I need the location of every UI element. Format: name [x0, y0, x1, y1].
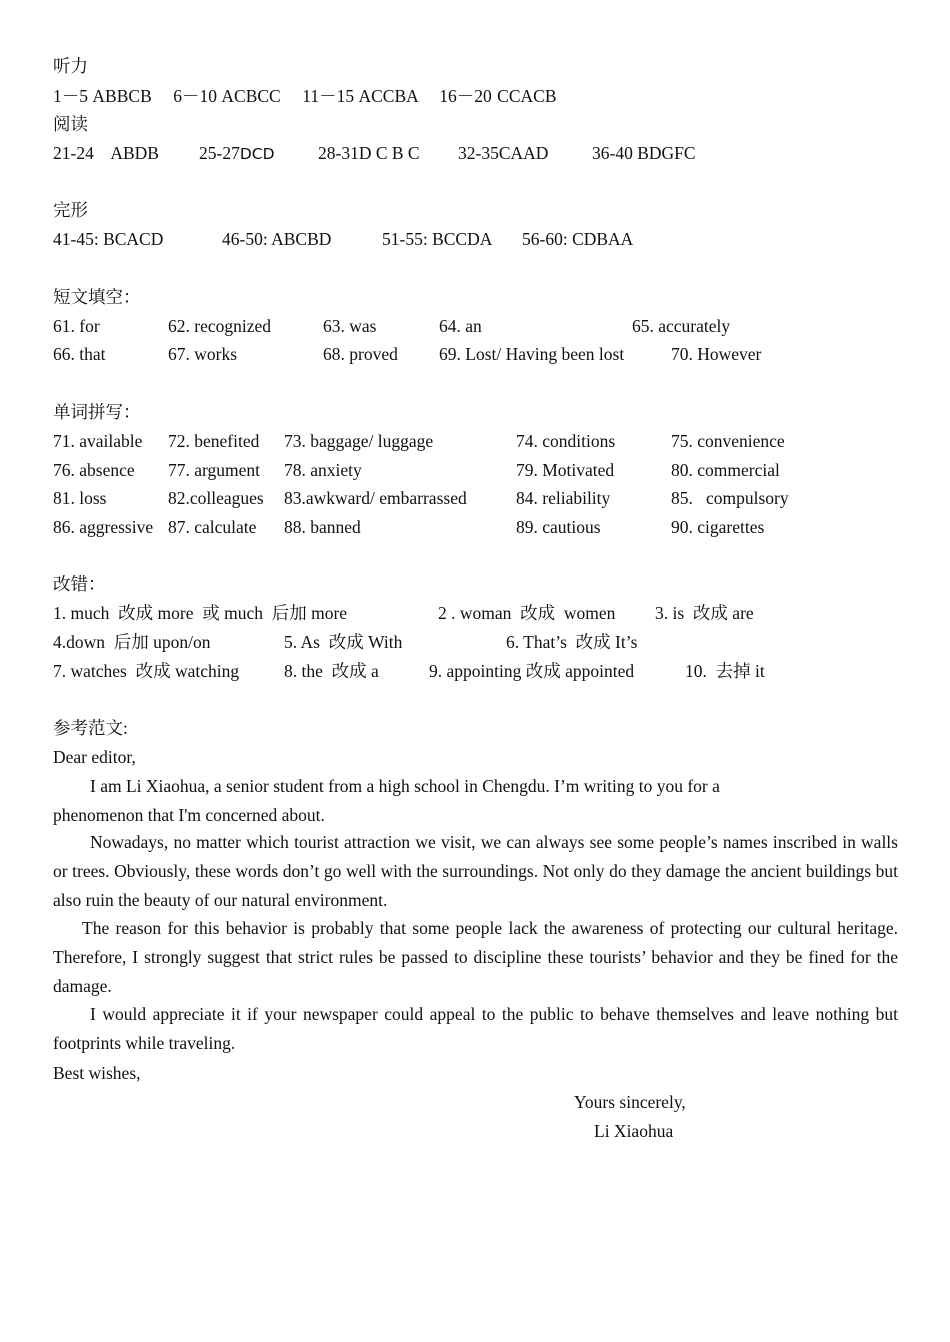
essay-paragraph-2: Nowadays, no matter which tourist attraction we visit, we can always see some people’s names inscribed in walls or trees. Obviously, these words don’t go well with the surroundings. Not only do they damage the ancient buildings but also ruin the beauty of our natural environment. — [53, 832, 898, 910]
gap-fill-answer: 62. recognized — [168, 316, 272, 336]
correction-item: 2 . woman 改成 women — [438, 603, 616, 623]
gap-fill-answer: 63. was — [323, 316, 377, 336]
spelling-answer: 73. baggage/ luggage — [284, 431, 434, 451]
gap-fill-answer: 69. Lost/ Having been lost — [439, 344, 625, 364]
spelling-answer: 79. Motivated — [516, 460, 615, 480]
correction-item: 5. As 改成 With — [284, 632, 403, 652]
correction-item: 6. That’s 改成 It’s — [506, 632, 638, 652]
spelling-answer: 72. benefited — [168, 431, 260, 451]
spelling-answer: 75. convenience — [671, 431, 785, 451]
essay-paragraph-3: The reason for this behavior is probably that some people lack the awareness of protecting our cultural heritage. Therefore, I strongly suggest that strict rules be passed to discipline these tourists’ behavior and they be fined for the damage. — [53, 918, 898, 996]
spelling-answer: 82.colleagues — [168, 488, 264, 508]
gap-fill-answer: 70. However — [671, 344, 762, 364]
spelling-answer: 77. argument — [168, 460, 261, 480]
spelling-answer: 81. loss — [53, 488, 107, 508]
essay-heading: 参考范文: — [53, 718, 128, 738]
reading-answers-21-24: 21-24 ABDB — [53, 143, 159, 163]
spelling-answer: 88. banned — [284, 517, 361, 537]
essay-closing: Best wishes, — [53, 1063, 141, 1083]
correction-item: 10. 去掉 it — [685, 661, 765, 681]
spelling-answer: 74. conditions — [516, 431, 616, 451]
cloze-answers-56-60: 56-60: CDBAA — [522, 229, 634, 249]
spelling-answer: 83.awkward/ embarrassed — [284, 488, 467, 508]
gap-fill-answer: 68. proved — [323, 344, 398, 364]
gap-fill-heading: 短文填空： — [53, 287, 141, 307]
spelling-answer: 90. cigarettes — [671, 517, 765, 537]
gap-fill-answer: 67. works — [168, 344, 238, 364]
essay-sign-off: Yours sincerely, — [574, 1092, 686, 1112]
cloze-heading: 完形 — [53, 200, 88, 220]
spelling-answer: 85. compulsory — [671, 488, 789, 508]
reading-answers-32-35: 32-35CAAD — [458, 143, 549, 163]
spelling-answer: 89. cautious — [516, 517, 601, 537]
reading-answers-28-31: 28-31D C B C — [318, 143, 420, 163]
reading-range-25-27: 25-27 — [199, 143, 240, 163]
essay-paragraph-4: I would appreciate it if your newspaper could appeal to the public to behave themselves and leave nothing but footprints while traveling. — [53, 1004, 898, 1053]
spelling-answer: 86. aggressive — [53, 517, 154, 537]
spelling-answer: 78. anxiety — [284, 460, 362, 480]
essay-paragraph-1-line-1: I am Li Xiaohua, a senior student from a high school in Chengdu. I’m writing to you for a — [90, 776, 720, 796]
correction-item: 3. is 改成 are — [655, 603, 754, 623]
gap-fill-answer: 65. accurately — [632, 316, 731, 336]
correction-item: 4.down 后加 upon/on — [53, 632, 211, 652]
reading-heading: 阅读 — [53, 114, 88, 134]
gap-fill-answer: 66. that — [53, 344, 106, 364]
correction-item: 9. appointing 改成 appointed — [429, 661, 635, 681]
spelling-answer: 84. reliability — [516, 488, 611, 508]
spelling-answer: 87. calculate — [168, 517, 257, 537]
essay-signature: Li Xiaohua — [594, 1121, 674, 1141]
correction-item: 8. the 改成 a — [284, 661, 379, 681]
spelling-heading: 单词拼写： — [53, 402, 141, 422]
gap-fill-answer: 64. an — [439, 316, 482, 336]
essay-paragraph-1-line-2: phenomenon that I'm concerned about. — [53, 805, 325, 825]
reading-answers-36-40: 36-40 BDGFC — [592, 143, 696, 163]
reading-letters-25-27: DCD — [239, 145, 275, 163]
spelling-answer: 80. commercial — [671, 460, 780, 480]
correction-item: 7. watches 改成 watching — [53, 661, 240, 681]
cloze-answers-41-45: 41-45: BCACD — [53, 229, 164, 249]
reading-answers-25-27 — [199, 142, 275, 165]
listening-heading: 听力 — [53, 56, 88, 76]
cloze-answers-46-50: 46-50: ABCBD — [222, 229, 332, 249]
correction-heading: 改错： — [53, 574, 106, 594]
listening-answers: 1－5 ABBCB 6－10 ACBCC 11－15 ACCBA 16－20 CCACB — [53, 86, 557, 106]
spelling-answer: 76. absence — [53, 460, 135, 480]
gap-fill-answer: 61. for — [53, 316, 100, 336]
cloze-answers-51-55: 51-55: BCCDA — [382, 229, 493, 249]
essay-salutation: Dear editor, — [53, 747, 136, 767]
spelling-answer: 71. available — [53, 431, 143, 451]
correction-item: 1. much 改成 more 或 much 后加 more — [53, 603, 348, 623]
